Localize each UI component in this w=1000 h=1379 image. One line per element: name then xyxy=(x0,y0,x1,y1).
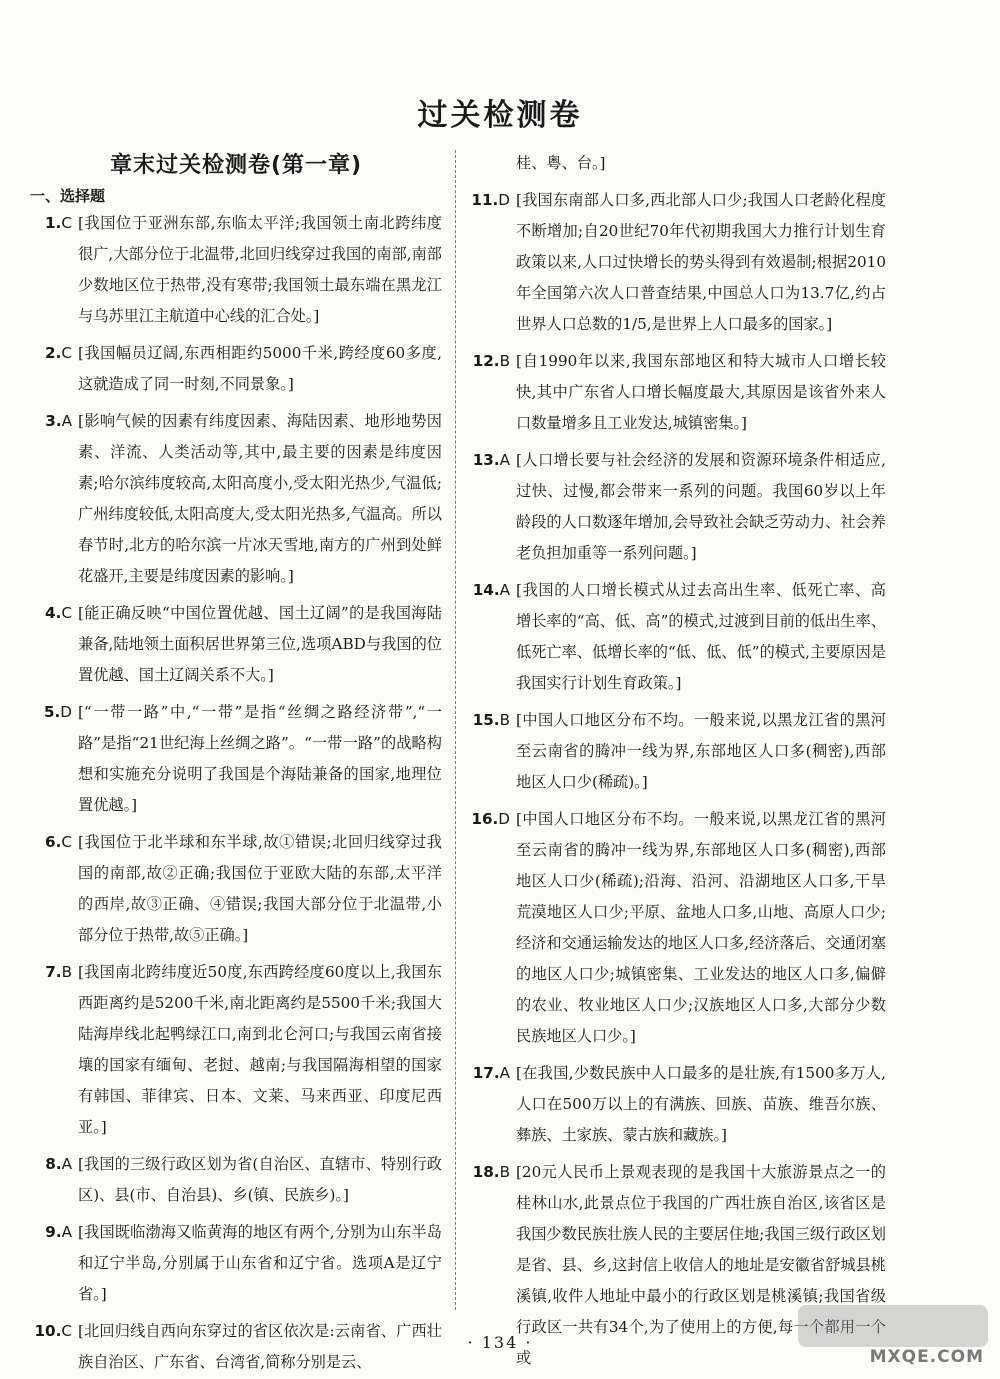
answer-number xyxy=(30,1217,78,1310)
answer-number xyxy=(30,957,78,1143)
answer-choice: D xyxy=(498,810,510,828)
answer-item xyxy=(30,406,442,592)
question-number: 5. xyxy=(43,703,61,721)
answer-choice: C xyxy=(61,344,72,362)
answer-choice: D xyxy=(498,191,510,209)
answer-explanation: [在我国,少数民族中人口最多的是壮族,有1500多万人,人口在500万以上的有满族、回族、苗族、维吾尔族、彝族、土家族、蒙古族和藏族。] xyxy=(516,1064,886,1144)
answer-explanation: [我国既临渤海又临黄海的地区有两个,分别为山东半岛和辽宁半岛,分别属于山东省和辽宁省。选项A是辽宁省。] xyxy=(78,1223,442,1303)
answer-choice: C xyxy=(61,833,72,851)
answer-number xyxy=(468,1058,516,1151)
answer-number xyxy=(30,827,78,951)
question-number: 18. xyxy=(472,1163,500,1181)
answer-choice: C xyxy=(61,1322,72,1340)
answer-item xyxy=(468,575,886,699)
answer-explanation: [能正确反映“中国位置优越、国土辽阔”的是我国海陆兼备,陆地领土面积居世界第三位,选项ABD与我国的位置优越、国土辽阔关系不大。] xyxy=(78,604,442,684)
answer-item xyxy=(30,1149,442,1211)
question-number: 3. xyxy=(45,412,62,430)
answer-explanation: [我国幅员辽阔,东西相距约5000千米,跨经度60多度,这就造成了同一时刻,不同景象。] xyxy=(78,344,442,393)
question-number: 11. xyxy=(471,191,499,209)
answer-choice: A xyxy=(61,412,72,430)
answer-choice: C xyxy=(61,604,72,622)
subsection-title: 一、选择题 xyxy=(30,187,106,205)
answer-explanation: [人口增长要与社会经济的发展和资源环境条件相适应,过快、过慢,都会带来一系列的问题。我国60岁以上年龄段的人口数逐年增加,会导致社会缺乏劳动力、社会养老负担加重等一系列问题。] xyxy=(516,451,886,562)
question-number: 9. xyxy=(45,1223,62,1241)
answer-item xyxy=(468,185,886,340)
answer-number xyxy=(30,338,78,400)
question-number: 17. xyxy=(472,1064,500,1082)
answer-explanation: [我国南北跨纬度近50度,东西跨经度60度以上,我国东西距离约是5200千米,南北距离约是5500千米;我国大陆海岸线北起鸭绿江口,南到北仑河口;与我国云南省接壤的国家有缅甸、老挝、越南;与我国隔海相望的国家有韩国、菲律宾、日本、文莱、马来西亚、印度尼西亚。] xyxy=(78,963,442,1136)
answer-choice: A xyxy=(61,1155,72,1173)
question-number: 10. xyxy=(34,1322,62,1340)
answer-number xyxy=(30,598,78,691)
answer-item xyxy=(468,705,886,798)
answer-item xyxy=(30,957,442,1143)
answer-explanation: [中国人口地区分布不均。一般来说,以黑龙江省的黑河至云南省的腾冲一线为界,东部地区人口多(稠密),西部地区人口少(稀疏)。] xyxy=(516,711,886,791)
answer-number xyxy=(468,804,516,1052)
answer-choice: D xyxy=(60,703,72,721)
answer-item xyxy=(468,445,886,569)
answer-choice: C xyxy=(61,214,72,232)
answer-explanation: [我国位于北半球和东半球,故①错误;北回归线穿过我国的南部,故②正确;我国位于亚欧大陆的东部,太平洋的西岸,故③正确、④错误;我国大部分位于北温带,小部分位于热带,故⑤正确。] xyxy=(78,833,442,944)
answer-explanation: [“一带一路”中,“一带”是指“丝绸之路经济带”,“一路”是指“21世纪海上丝绸之路”。“一带一路”的战略构想和实施充分说明了我国是个海陆兼备的国家,地理位置优越。] xyxy=(78,703,442,814)
answer-number xyxy=(468,575,516,699)
answer-explanation: [20元人民币上景观表现的是我国十大旅游景点之一的桂林山水,此景点位于我国的广西壮族自治区,该省区是我国少数民族壮族人民的主要居住地;我国三级行政区划是省、县、乡,这封信上收信人的地址是安徽省舒城县桃溪镇,收件人地址中最小的行政区划是桃溪镇;我国省级行政区一共有34个,为了使用上的方便,每一个都用一个或 xyxy=(516,1163,886,1367)
column-divider xyxy=(455,150,456,1310)
answer-choice: A xyxy=(61,1223,72,1241)
question-number: 15. xyxy=(472,711,500,729)
answer-explanation: [影响气候的因素有纬度因素、海陆因素、地形地势因素、洋流、人类活动等,其中,最主要的因素是纬度因素;哈尔滨纬度较高,太阳高度小,受太阳光热少,气温低;广州纬度较低,太阳高度大,受太阳光热多,气温高。所以春节时,北方的哈尔滨一片冰天雪地,南方的广州到处鲜花盛开,主要是纬度因素的影响。] xyxy=(78,412,442,585)
answer-item xyxy=(30,208,442,332)
answer-item xyxy=(30,697,442,821)
answer-explanation: [我国位于亚洲东部,东临太平洋;我国领土南北跨纬度很广,大部分位于北温带,北回归线穿过我国的南部,南部少数地区位于热带,没有寒带;我国领土最东端在黑龙江与乌苏里江主航道中心线的汇合处。] xyxy=(78,214,442,325)
answer-number xyxy=(468,346,516,439)
answer-choice: B xyxy=(499,1163,510,1181)
left-answer-list xyxy=(30,208,442,1378)
question-number: 6. xyxy=(45,833,62,851)
question-number: 8. xyxy=(45,1155,62,1173)
answer-explanation: [我国的人口增长模式从过去高出生率、低死亡率、高增长率的“高、低、高”的模式,过渡到目前的低出生率、低死亡率、低增长率的“低、低、低”的模式,主要原因是我国实行计划生育政策。] xyxy=(516,581,886,692)
answer-explanation: [自1990年以来,我国东部地区和特大城市人口增长较快,其中广东省人口增长幅度最大,其原因是该省外来人口数量增多且工业发达,城镇密集。] xyxy=(516,352,886,432)
watermark-logo-icon xyxy=(798,1305,988,1347)
answer-item xyxy=(30,827,442,951)
question-number: 7. xyxy=(45,963,62,981)
left-column xyxy=(30,148,442,1371)
question-number: 13. xyxy=(472,451,500,469)
answer-choice: B xyxy=(499,352,510,370)
answer-number xyxy=(468,185,516,340)
answer-choice: B xyxy=(61,963,72,981)
section-title: 章末过关检测卷(第一章) xyxy=(109,153,363,178)
right-answer-list xyxy=(468,185,886,1374)
answer-choice: A xyxy=(499,581,510,599)
answer-item xyxy=(30,338,442,400)
question-number: 2. xyxy=(45,344,62,362)
answer-explanation: [我国的三级行政区划为省(自治区、直辖市、特别行政区)、县(市、自治县)、乡(镇、民族乡)。] xyxy=(78,1155,442,1204)
question-number: 12. xyxy=(472,352,500,370)
answer-item xyxy=(30,598,442,691)
question-number: 16. xyxy=(471,810,499,828)
continuation-text: 桂、粤、台。] xyxy=(516,154,606,172)
answer-item xyxy=(468,804,886,1052)
question-number: 4. xyxy=(45,604,62,622)
watermark xyxy=(798,1305,988,1367)
answer-item xyxy=(468,346,886,439)
answer-choice: A xyxy=(499,1064,510,1082)
page-title: 过关检测卷 xyxy=(417,98,583,133)
answer-item xyxy=(30,1217,442,1310)
answer-explanation: [中国人口地区分布不均。一般来说,以黑龙江省的黑河至云南省的腾冲一线为界,东部地区人口多(稠密),西部地区人口少(稀疏);沿海、沿河、沿湖地区人口多,干旱荒漠地区人口少;平原、盆地人口多,山地、高原人口少;经济和交通运输发达的地区人口多,经济落后、交通闭塞的地区人口少;城镇密集、工业发达的地区人口多,偏僻的农业、牧业地区人口少;汉族地区人口多,大部分少数民族地区人口少。] xyxy=(516,810,886,1045)
watermark-text: MXQE.COM xyxy=(869,1347,984,1367)
question-number: 1. xyxy=(45,214,62,232)
answer-choice: A xyxy=(499,451,510,469)
answer-number xyxy=(30,406,78,592)
answer-choice: B xyxy=(499,711,510,729)
question-number: 14. xyxy=(472,581,500,599)
answer-number xyxy=(468,445,516,569)
answer-number xyxy=(30,208,78,332)
answer-number xyxy=(468,705,516,798)
answer-explanation: [我国东南部人口多,西北部人口少;我国人口老龄化程度不断增加;自20世纪70年代初期我国大力推行计划生育政策以来,人口过快增长的势头得到有效遏制;根据2010年全国第六次人口普查结果,中国总人口为13.7亿,约占世界人口总数的1/5,是世界上人口最多的国家。] xyxy=(516,191,886,333)
page-number: · 134 · xyxy=(467,1333,533,1352)
answer-item xyxy=(468,1058,886,1151)
answer-number xyxy=(30,697,78,821)
answer-number xyxy=(30,1149,78,1211)
answer-explanation: [北回归线自西向东穿过的省区依次是:云南省、广西壮族自治区、广东省、台湾省,简称分别是云、 xyxy=(78,1322,442,1371)
